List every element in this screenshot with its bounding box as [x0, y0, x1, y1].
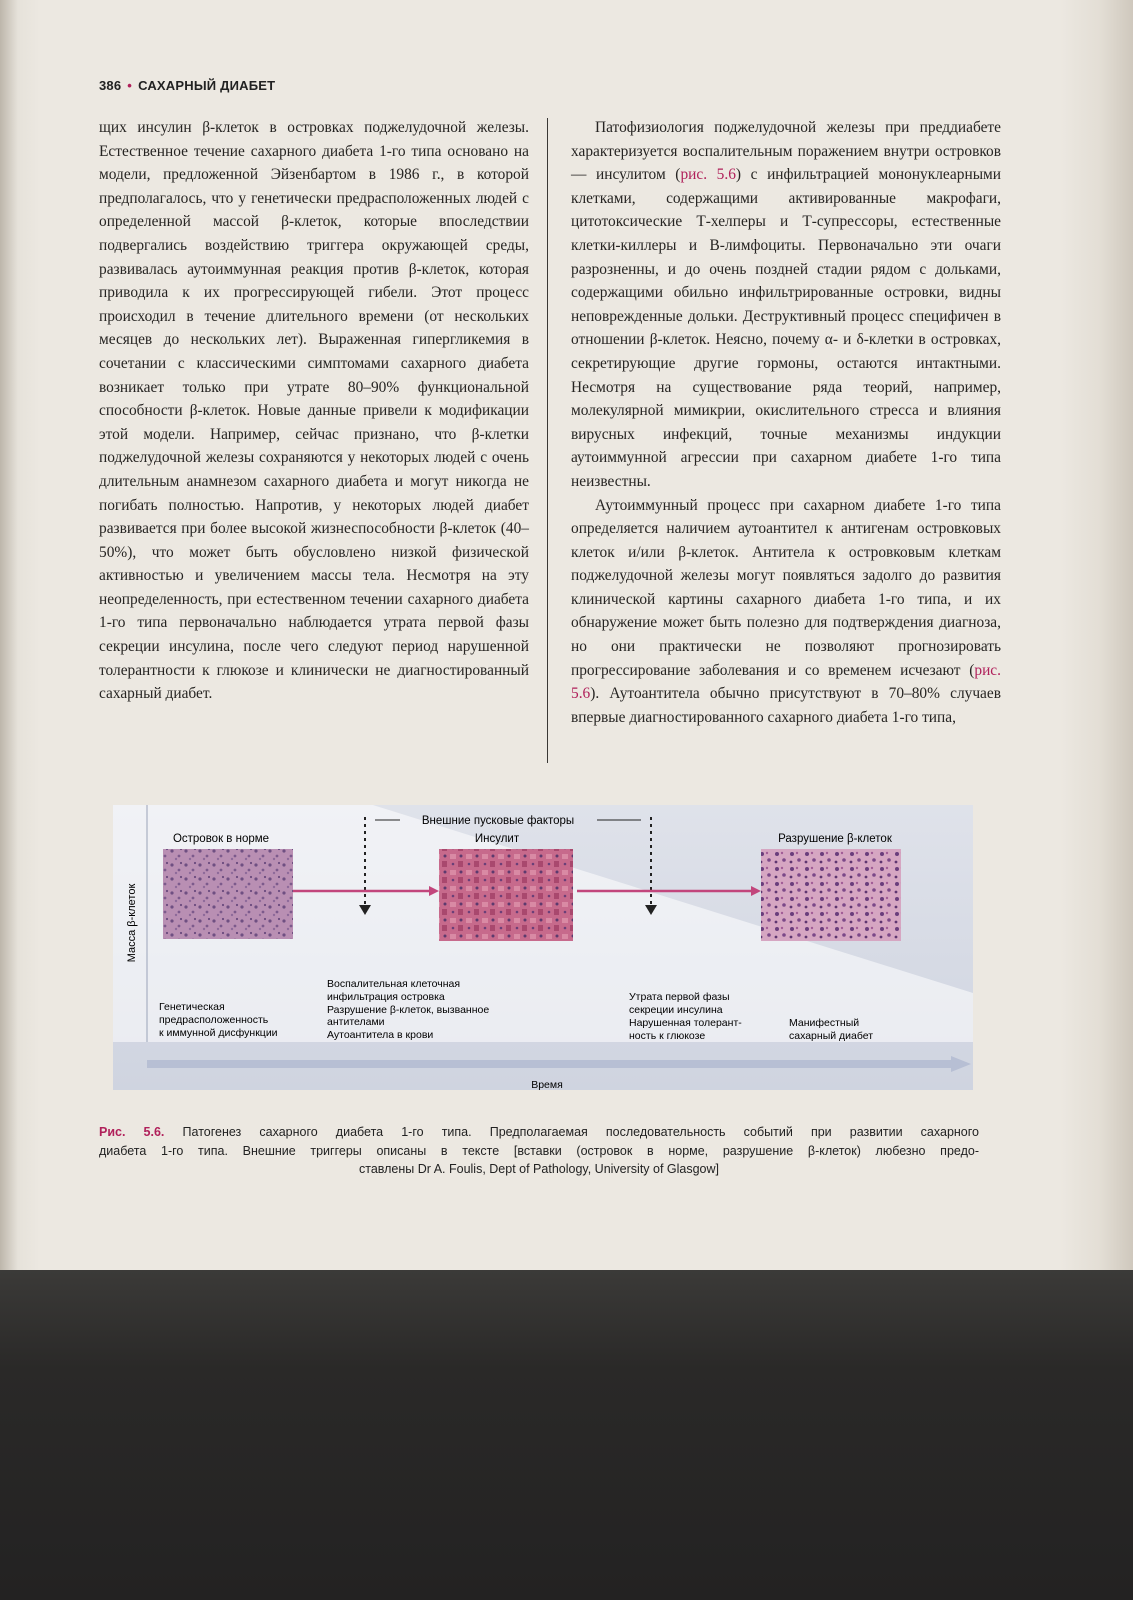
- left-paragraph: щих инсулин β-клеток в островках поджелудочной железы. Естественное течение сахарного диабета 1-го типа основано на модели, предложенной Эйзенбартом в 1986 г., в которой предполагалось, что у генетически предрасположенных людей с определенной массой β-клеток, которые впоследствии подвергались воздействию триггера окружающей среды, развивалась аутоиммунная реакция против β-клеток, которая приводила к их прогрессирующей гибели. Этот процесс происходил в течение длительного времени (от нескольких месяцев до нескольких лет). Выраженная гипергликемия в сочетании с классическими симптомами сахарного диабета возникает только при утрате 80–90% функциональной способности β-клеток. Новые данные привели к модификации этой модели. Например, сейчас признано, что β-клетки поджелудочной железы сохраняются у некоторых людей с очень длительным анамнезом сахарного диабета и могут никогда не погибать полностью. Напротив, у некоторых людей диабет развивается при более высокой жизнеспособности β-клеток (40–50%), что может быть обусловлено низкой физической активностью и увеличением массы тела. Несмотря на эту неопределенность, при естественном течении сахарного диабета 1-го типа первоначально наблюдается утрата первой фазы секреции инсулина, после чего следуют период нарушенной толерантности к глюкозе и клинически не диагностированный сахарный диабет.: [99, 119, 529, 703]
- caption-line-1: Рис. 5.6. Патогенез сахарного диабета 1-го типа. Предполагаемая последовательность событий при развитии сахарного: [99, 1125, 979, 1139]
- svg-text:Генетическая: Генетическая: [159, 1001, 225, 1013]
- micrograph-insulitis: [439, 849, 573, 941]
- svg-text:предрасположенность: предрасположенность: [159, 1014, 269, 1026]
- figure-reference-link[interactable]: рис. 5.6: [571, 661, 1001, 703]
- external-triggers-label: Внешние пусковые факторы: [421, 815, 575, 827]
- right-text-column: [571, 116, 1001, 729]
- panel-title-normal-islet: Островок в норме: [172, 833, 270, 845]
- caption-label: Рис. 5.6.: [99, 1125, 165, 1139]
- right-paragraph-1: Патофизиология поджелудочной железы при преддиабете характеризуется воспалительным поражением внутри островков — инсулитом (рис. 5.6) с инфильтрацией мононуклеарными клетками, содержащими активированные макрофаги, цитотоксические Т-хелперы и Т-супрессоры, естественные клетки-киллеры и В-лимфоциты. Первоначально эти очаги разрозненны, и до очень поздней стадии рядом с дольками, содержащими обильно инфильтрированные островки, видны неповрежденные дольки. Деструктивный процесс специфичен в отношении β-клеток. Неясно, почему α- и δ-клетки в островках, секретирующие другие гормоны, остаются интактными. Несмотря на существование ряда теорий, например, молекулярной мимикрии, окислительного стресса и влияния вирусных инфекций, точные механизмы индукции аутоиммунной агрессии при сахарном диабете 1-го типа неизвестны.: [571, 119, 1002, 490]
- right-paragraph-2: Аутоиммунный процесс при сахарном диабете 1-го типа определяется наличием аутоантител к антигенам островковых клеток и/или β-клеток. Антитела к островковым клеткам поджелудочной железы могут появляться задолго до развития клинической картины сахарного диабета 1-го типа, и их обнаружение может быть полезно для подтверждения диагноза, но они практически не позволяют прогнозировать прогрессирование заболевания и со временем исчезают (рис. 5.6). Аутоантитела обычно присутствуют в 70–80% случаев впервые диагностированного сахарного диабета 1-го типа,: [571, 496, 1001, 726]
- svg-text:ность к глюкозе: ность к глюкозе: [629, 1030, 706, 1042]
- scan-background: [0, 1270, 1133, 1600]
- x-axis-label: Время: [531, 1079, 563, 1090]
- panel-title-insulitis: Инсулит: [474, 833, 520, 845]
- svg-text:к иммунной дисфункции: к иммунной дисфункции: [159, 1027, 278, 1039]
- svg-text:Воспалительная клеточная: Воспалительная клеточная: [327, 978, 461, 990]
- figure-reference-link[interactable]: рис. 5.6: [680, 166, 736, 184]
- panel-title-beta-cell-destruction: Разрушение β-клеток: [778, 833, 892, 845]
- page-number: 386: [99, 78, 122, 93]
- pathogenesis-diagram: [113, 805, 973, 1090]
- y-axis-label: Масса β-клеток: [126, 883, 138, 963]
- svg-text:сахарный диабет: сахарный диабет: [789, 1030, 874, 1042]
- left-text-column: [99, 116, 529, 706]
- svg-text:Манифестный: Манифестный: [789, 1017, 860, 1029]
- time-arrow-shaft: [147, 1060, 957, 1068]
- micrograph-normal-islet: [163, 849, 293, 939]
- svg-text:Нарушенная толерант-: Нарушенная толерант-: [629, 1017, 742, 1029]
- caption-line-2: диабета 1-го типа. Внешние триггеры описаны в тексте [вставки (островок в норме, разрушение β-клеток) любезно предо-: [99, 1143, 979, 1158]
- header-bullet: •: [127, 78, 133, 93]
- column-divider: [547, 118, 548, 763]
- figure-caption: [99, 1123, 979, 1179]
- svg-text:Утрата первой фазы: Утрата первой фазы: [629, 991, 730, 1003]
- running-title: САХАРНЫЙ ДИАБЕТ: [138, 78, 276, 93]
- svg-text:Аутоантитела в крови: Аутоантитела в крови: [327, 1029, 434, 1041]
- svg-text:секреции инсулина: секреции инсулина: [629, 1004, 723, 1016]
- svg-text:антителами: антителами: [327, 1016, 385, 1028]
- svg-text:Разрушение β-клеток, вызванное: Разрушение β-клеток, вызванное: [327, 1004, 490, 1016]
- running-header: [99, 78, 275, 93]
- svg-text:инфильтрация островка: инфильтрация островка: [327, 991, 445, 1003]
- caption-line-3: ставлены Dr A. Foulis, Dept of Pathology, University of Glasgow]: [358, 1162, 720, 1176]
- micrograph-beta-cell-destruction: [761, 849, 901, 941]
